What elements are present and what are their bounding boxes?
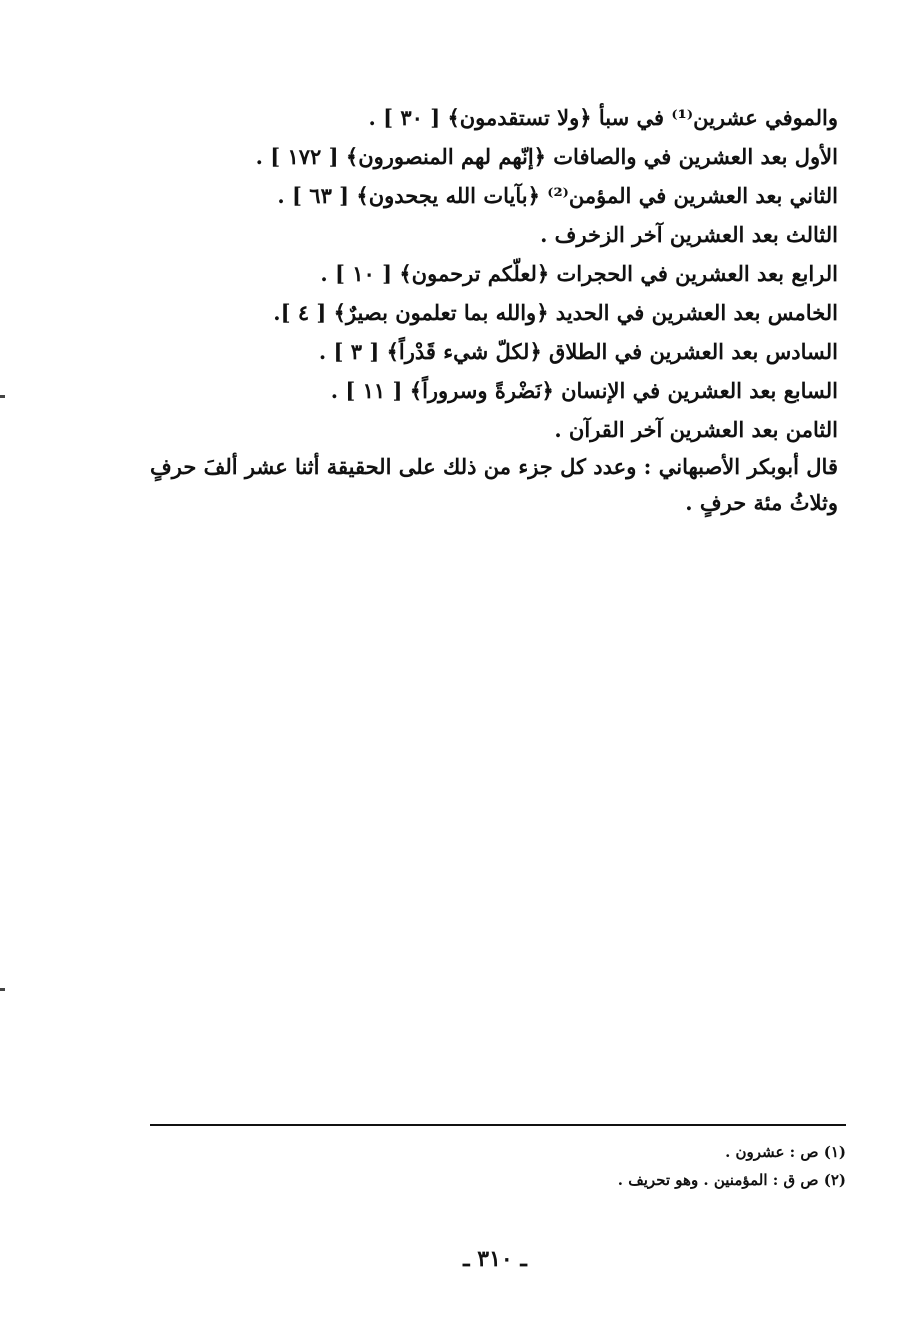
scan-edge-mark: [0, 988, 5, 991]
footnote-divider: [150, 1124, 846, 1126]
text-line: الرابع بعد العشرين في الحجرات ﴿لعلّكم ترحمون﴾ [ ١٠ ] .: [320, 261, 838, 286]
text-line: الثالث بعد العشرين آخر الزخرف .: [540, 222, 838, 247]
footnotes: [146, 1138, 846, 1194]
footnote-item: (٢) ص ق : المؤمنين . وهو تحريف .: [617, 1171, 846, 1189]
text-line: الثامن بعد العشرين آخر القرآن .: [554, 417, 838, 442]
text-line: السادس بعد العشرين في الطلاق ﴿لكلّ شيء قَدْراً﴾ [ ٣ ] .: [318, 339, 838, 364]
footnote-item: (١) ص : عشرون .: [725, 1143, 846, 1161]
text-line: السابع بعد العشرين في الإنسان ﴿نَضْرةً وسروراً﴾ [ ١١ ] .: [330, 378, 838, 403]
text-line: والموفي عشرين⁽¹⁾ في سبأ ﴿ولا تستقدمون﴾ [ ٣٠ ] .: [368, 105, 838, 130]
text-line: الثاني بعد العشرين في المؤمن⁽²⁾ ﴿بآيات الله يجحدون﴾ [ ٦٣ ] .: [277, 183, 838, 208]
page-number: ـ ٣١٠ ـ: [463, 1246, 527, 1272]
text-line: قال أبوبكر الأصبهاني : وعدد كل جزء من ذلك على الحقيقة أثنا عشر ألفَ حرفٍ: [149, 454, 838, 479]
text-line: الأول بعد العشرين في والصافات ﴿إنّهم لهم المنصورون﴾ [ ١٧٢ ] .: [255, 144, 838, 169]
text-line: الخامس بعد العشرين في الحديد ﴿والله بما تعلمون بصيرٌ﴾ [ ٤ ].: [273, 300, 838, 325]
main-text: [138, 98, 838, 521]
text-line: وثلاثُ مئة حرفٍ .: [685, 490, 838, 515]
scan-edge-mark: [0, 395, 5, 398]
